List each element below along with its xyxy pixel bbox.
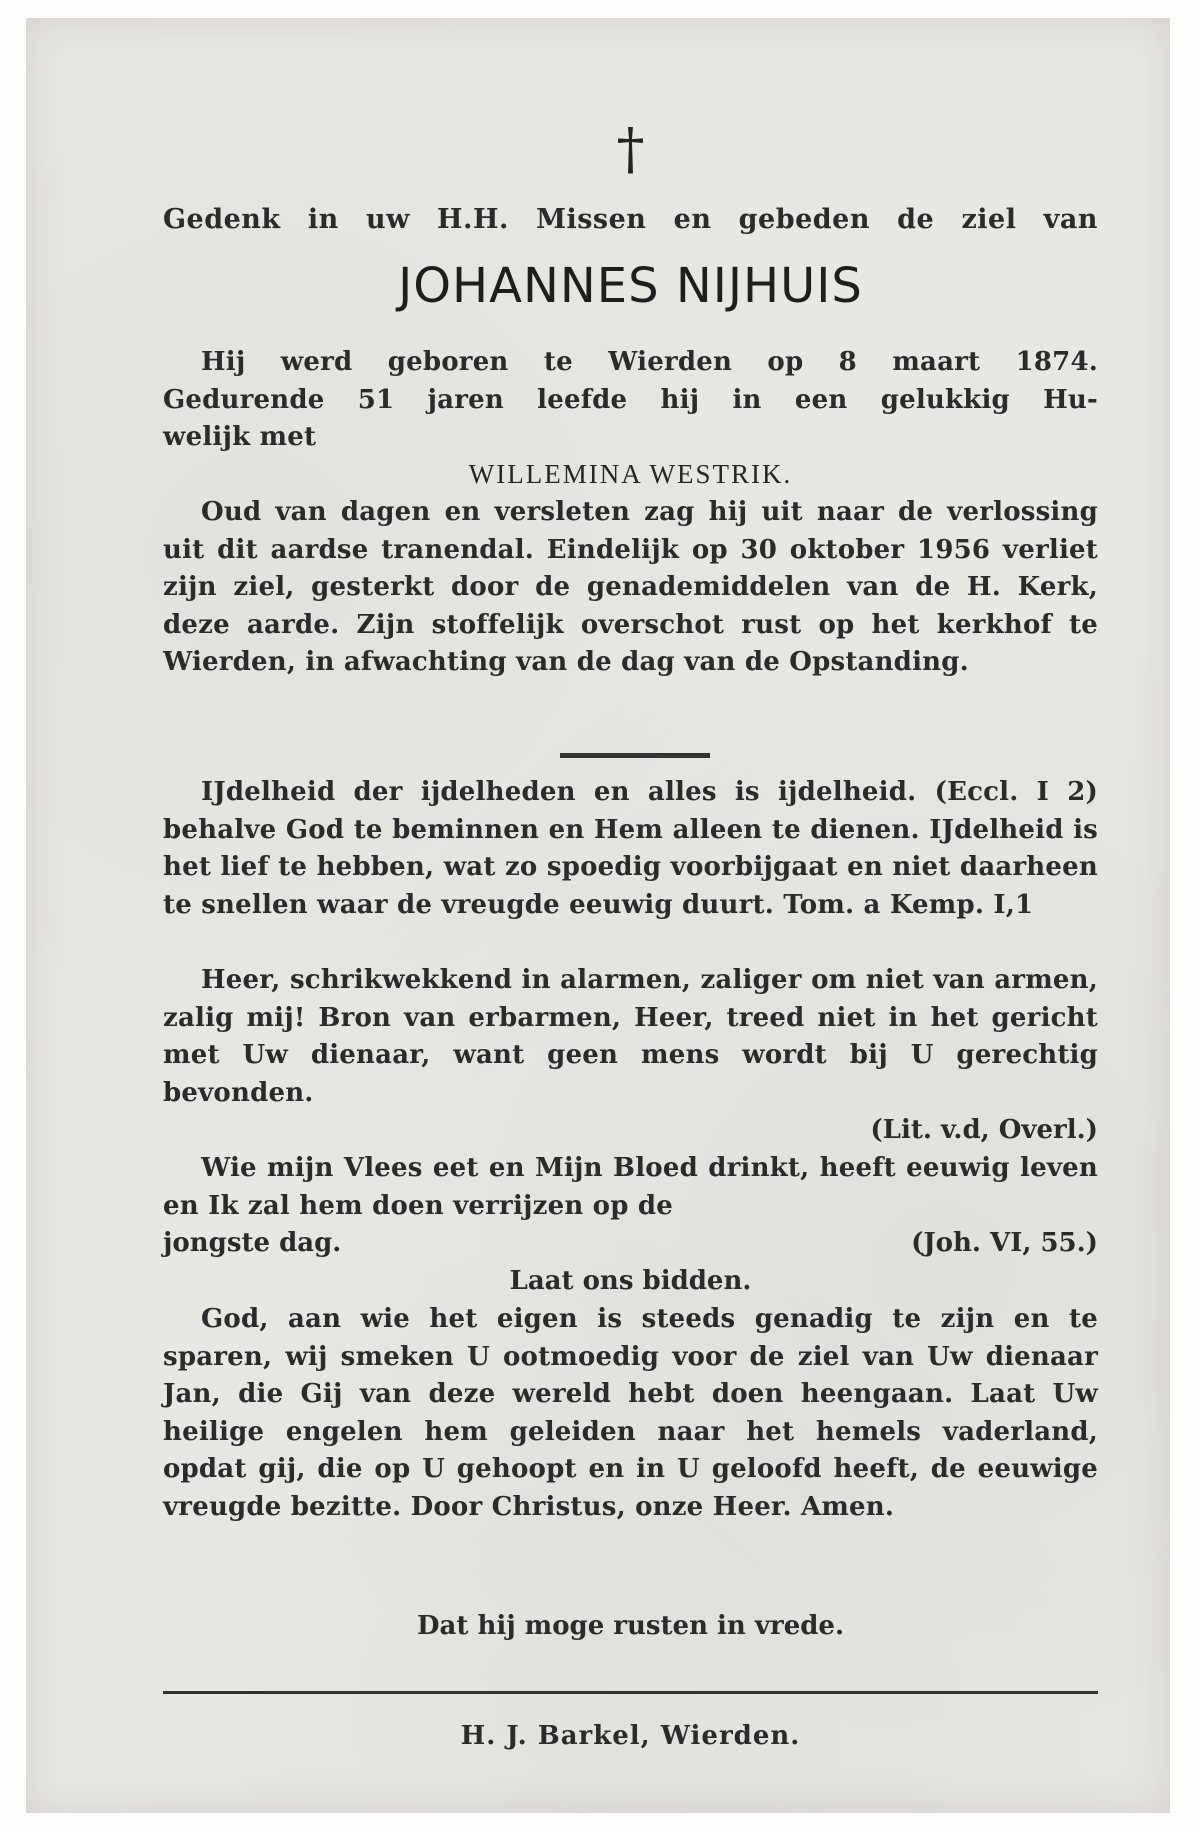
prayer-paragraph: God, aan wie het eigen is steeds genadig te zijn en te sparen, wij smeken U ootmoedig voor de ziel van Uw dienaar Jan, die Gij van deze wereld hebt doen heengaan. Laat Uw heilige engelen hem geleiden naar het hemels vaderland, opdat gij, die op U gehoopt en in U geloofd heeft, de eeuwige vreugde bezitte. Door Christus, onze Heer. Amen. [163,1304,1098,1522]
memorial-card [26,18,1170,1813]
bio-line: welijk met [163,422,317,453]
quote-john: Wie mijn Vlees eet en Mijn Bloed drinkt, heeft eeuwig leven en Ik zal hem doen verrijzen op de [163,1153,1098,1221]
closing-line: Dat hij moge rusten in vrede. [416,1611,845,1641]
quote-john-last-line [163,1225,1098,1263]
quote-liturgy-source: (Lit. v.d, Overl.) [870,1115,1098,1145]
bio-paragraph [163,344,1098,457]
prayer-heading: Laat ons bidden. [509,1266,752,1296]
quote-vanity: IJdelheid der ijdelheden en alles is ijdelheid. (Eccl. I 2) behalve God te beminnen en Hem alleen te dienen. IJdelheid is het lief te hebben, wat zo spoedig voorbijgaat en niet daarheen te snellen waar de vreugde eeuwig duurt. Tom. a Kemp. I,1 [163,777,1098,920]
cross-icon: † [616,117,645,182]
bio-line: Hij werd geboren te Wierden op 8 maart 1874. [201,347,1098,377]
spouse-name: WILLEMINA WESTRIK. [468,459,793,489]
death-paragraph: Oud van dagen en versleten zag hij uit naar de verlossing uit dit aardse tranendal. Eindelijk op 30 oktober 1956 verliet zijn ziel, gesterkt door de genademiddelen van de H. Kerk, deze aarde. Zijn stoffelijk overschot rust op het kerkhof te Wierden, in afwachting van de dag van de Opstanding. [163,497,1098,678]
divider [163,1691,1098,1694]
deceased-name: JOHANNES NIJHUIS [398,258,863,314]
quote-liturgy: Heer, schrikwekkend in alarmen, zaliger om niet van armen, zalig mij! Bron van erbarmen, Heer, treed niet in het gericht met Uw dienaar, want geen mens wordt bij U gerechtig bevonden. [163,965,1098,1108]
divider [560,753,710,758]
printer-credit: H. J. Barkel, Wierden. [460,1721,801,1751]
quote-john-source: (Joh. VI, 55.) [911,1228,1098,1258]
bio-line: Gedurende 51 jaren leefde hij in een gelukkig Hu- [163,384,1098,415]
quote-john-ending: jongste dag. [163,1228,342,1258]
intro-line: Gedenk in uw H.H. Missen en gebeden de ziel van [163,204,1098,235]
